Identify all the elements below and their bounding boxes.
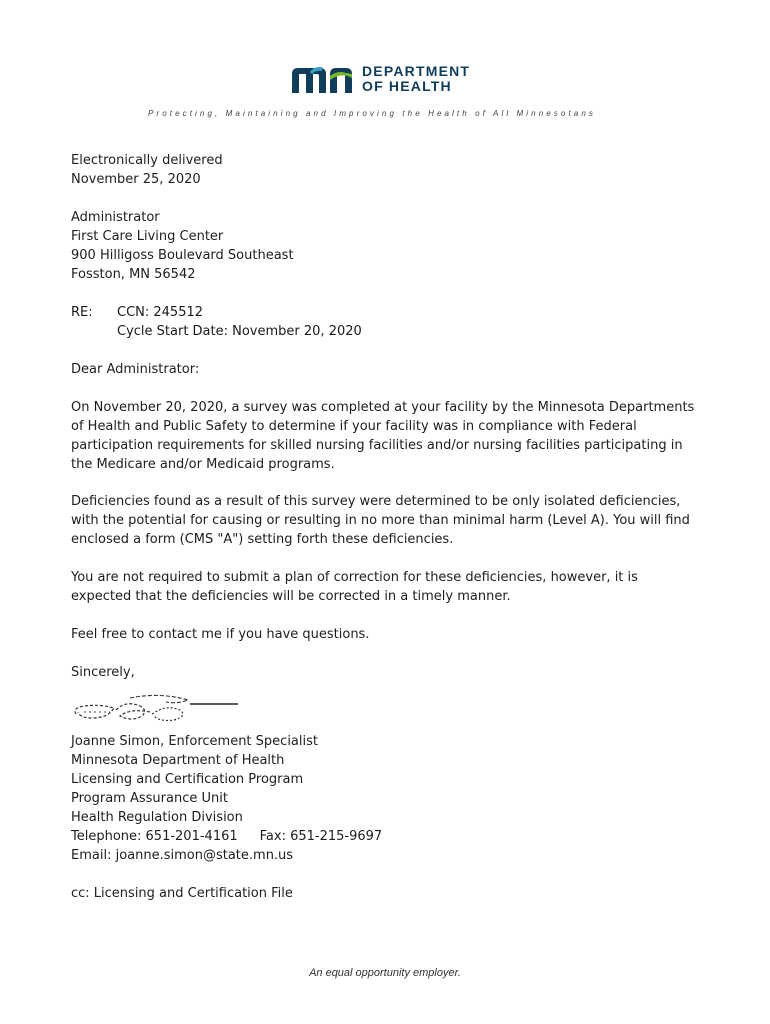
cc-line: cc: Licensing and Certification File [71, 886, 293, 901]
signer-telephone: Telephone: 651-201-4161 [71, 829, 238, 844]
recipient-facility: First Care Living Center [71, 229, 224, 244]
signer-division: Health Regulation Division [71, 810, 243, 825]
body-paragraph-1: On November 20, 2020, a survey was completed at your facility by the Minnesota Departments of Health and Public Safety to determine if your facility was in compliance with Federal participation requirements for skilled nursing facilities and/or nursing facilities participating in the Medicare and/or Medicaid programs. [71, 400, 695, 472]
signer-name: Joanne Simon, Enforcement Specialist [71, 734, 318, 749]
closing: Sincerely, [71, 665, 135, 680]
re-label: RE: [71, 305, 93, 320]
re-cycle-date: Cycle Start Date: November 20, 2020 [117, 324, 362, 339]
recipient-address [71, 208, 294, 284]
recipient-city: Fosston, MN 56542 [71, 267, 196, 282]
signer-block [71, 732, 382, 865]
body-paragraph-3: You are not required to submit a plan of correction for these deficiencies, however, it is expected that the deficiencies will be corrected in a timely manner. [71, 570, 638, 604]
mdh-logo [290, 62, 470, 96]
signer-fax: Fax: 651-215-9697 [259, 829, 383, 844]
logo-line-2: OF HEALTH [362, 78, 452, 94]
recipient-street: 900 Hilligoss Boulevard Southeast [71, 248, 294, 263]
re-ccn: CCN: 245512 [117, 305, 204, 320]
logo-wordmark [362, 64, 470, 94]
signer-program: Licensing and Certification Program [71, 772, 304, 787]
delivery-block [71, 151, 223, 189]
signer-email: Email: joanne.simon@state.mn.us [71, 848, 294, 863]
letter-date: November 25, 2020 [71, 172, 201, 187]
tagline: Protecting, Maintaining and Improving the Health of All Minnesotans [148, 109, 596, 118]
salutation: Dear Administrator: [71, 362, 200, 377]
mn-logo-mark [290, 64, 356, 94]
recipient-title: Administrator [71, 210, 160, 225]
footer-text: An equal opportunity employer. [309, 967, 461, 979]
re-details [117, 303, 362, 341]
logo-line-1: DEPARTMENT [362, 63, 471, 79]
signer-phone-fax [71, 827, 382, 846]
signer-unit: Program Assurance Unit [71, 791, 228, 806]
body-paragraph-4: Feel free to contact me if you have questions. [71, 627, 370, 642]
delivery-method: Electronically delivered [71, 153, 223, 168]
signer-org: Minnesota Department of Health [71, 753, 285, 768]
signature-image [70, 690, 245, 728]
body-paragraph-2: Deficiencies found as a result of this survey were determined to be only isolated deficiencies, with the potential for causing or resulting in no more than minimal harm (Level A). You will find enclosed a form (CMS "A") setting forth these deficiencies. [71, 494, 690, 547]
